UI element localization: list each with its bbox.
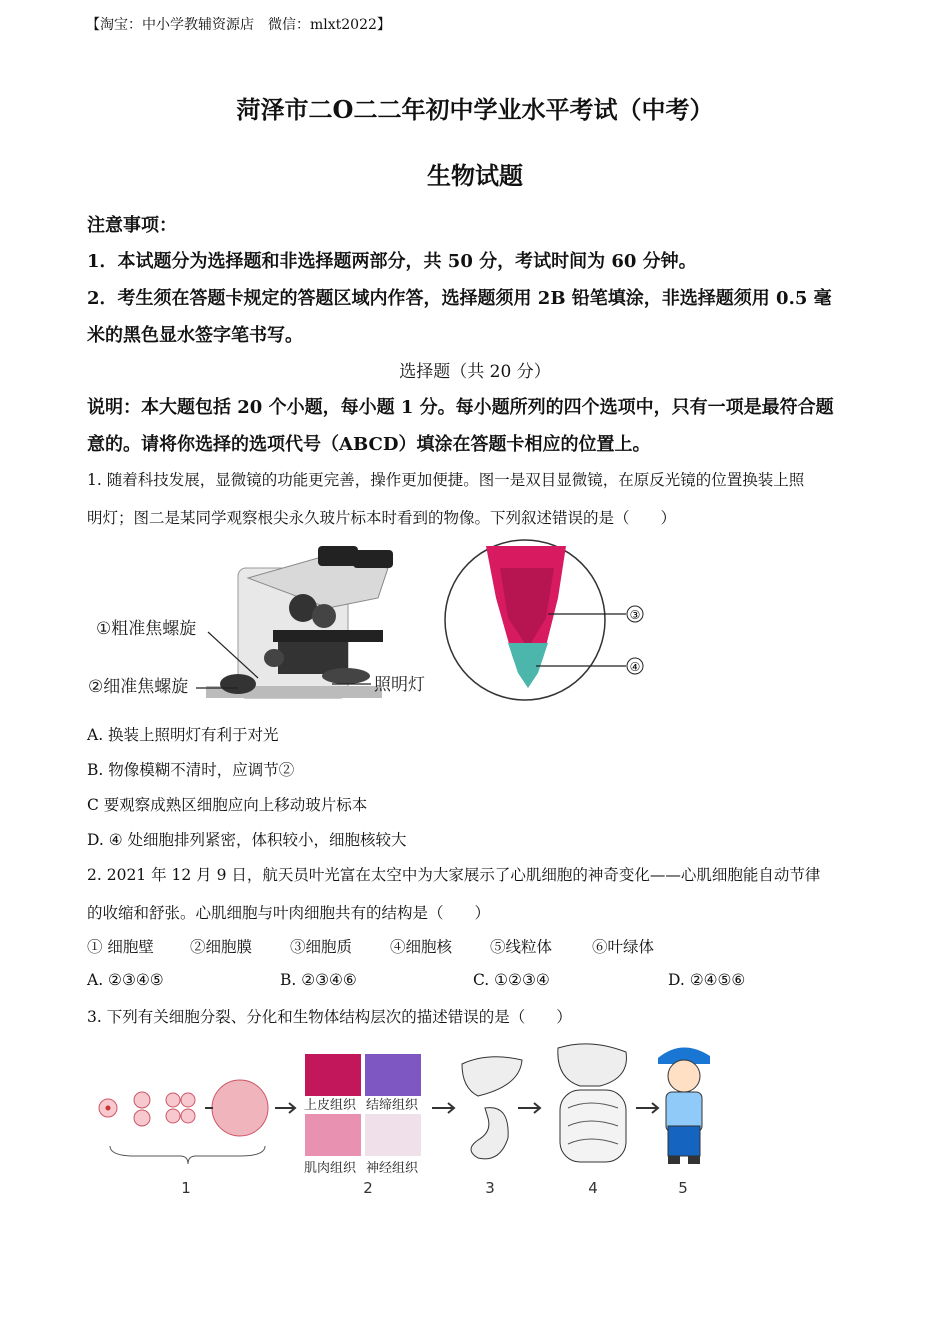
person-illustration [658,1047,710,1164]
q2-option-b: B. ②③④⑥ [280,971,357,989]
digestive-system-illustration [558,1044,627,1162]
header-note: 【淘宝：中小学教辅资源店 微信：mlxt2022】 [86,17,391,33]
page-subtitle: 生物试题 [427,161,523,190]
q2-item: ① 细胞壁 [87,938,154,956]
page-title: 菏泽市二O二二年初中学业水平考试（中考） [236,95,714,124]
q2-stem-b: 的收缩和舒张。心肌细胞与叶肉细胞共有的结构是（ ） [87,904,491,922]
step-number: 4 [588,1179,598,1197]
label-coarse-focus: ①粗准焦螺旋 [96,619,197,639]
section-desc-a: 说明：本大题包括 20 个小题，每小题 1 分。每小题所列的四个选项中，只有一项是最符合题 [87,397,834,418]
label-lamp: 照明灯 [374,675,425,695]
step-number: 1 [181,1179,191,1197]
notice-item-2b: 米的黑色显水签字笔书写。 [87,325,303,346]
section-desc-b: 意的。请将你选择的选项代号（ABCD）填涂在答题卡相应的位置上。 [87,434,651,455]
step-number: 5 [678,1179,688,1197]
q1-figure [88,538,658,704]
q1-option-a: A. 换装上照明灯有利于对光 [87,726,279,744]
tissue-label-epithelial: 上皮组织 [304,1098,357,1113]
tissue-label-muscle: 肌肉组织 [304,1161,357,1176]
label-circle-3: ③ [629,608,641,622]
q2-option-d: D. ②④⑤⑥ [668,971,746,989]
q2-option-c: C. ①②③④ [473,971,550,989]
notice-item-2a: 2．考生须在答题卡规定的答题区域内作答，选择题须用 2B 铅笔填涂，非选择题须用 0.5 毫 [87,288,832,309]
q1-option-c: C 要观察成熟区细胞应向上移动玻片标本 [87,796,368,814]
section-title: 选择题（共 20 分） [399,362,551,382]
label-fine-focus: ②细准焦螺旋 [88,677,189,697]
tissue-label-connective: 结缔组织 [366,1098,419,1113]
q2-item: ⑥叶绿体 [592,938,655,956]
q1-option-d: D. ④ 处细胞排列紧密，体积较小，细胞核较大 [87,831,407,849]
q3-figure [90,1038,730,1200]
q2-option-a: A. ②③④⑤ [87,971,164,989]
q1-option-b: B. 物像模糊不清时，应调节② [87,761,295,779]
q2-item: ④细胞核 [390,938,453,956]
q2-item: ③细胞质 [290,938,353,956]
organ-illustration [462,1057,522,1159]
root-tip-illustration [445,540,605,700]
tissue-label-nerve: 神经组织 [366,1161,419,1176]
q2-stem-a: 2. 2021 年 12 月 9 日，航天员叶光富在太空中为大家展示了心肌细胞的神奇变化——心肌细胞能自动节律 [87,866,821,884]
q3-stem: 3. 下列有关细胞分裂、分化和生物体结构层次的描述错误的是（ ） [87,1008,572,1026]
q2-item: ②细胞膜 [190,938,253,956]
notice-heading: 注意事项： [87,215,177,236]
q1-stem-a: 1. 随着科技发展，显微镜的功能更完善，操作更加便捷。图一是双目显微镜，在原反光镜的位置换装上照 [87,471,805,489]
label-circle-4: ④ [629,660,641,674]
step-number: 3 [485,1179,495,1197]
cell-division-illustration [99,1080,268,1164]
microscope-illustration [206,546,393,698]
q1-stem-b: 明灯；图二是某同学观察根尖永久玻片标本时看到的物像。下列叙述错误的是（ ） [87,509,677,527]
step-number: 2 [363,1179,373,1197]
q2-item: ⑤线粒体 [490,938,553,956]
notice-item-1: 1．本试题分为选择题和非选择题两部分，共 50 分，考试时间为 60 分钟。 [87,251,697,272]
